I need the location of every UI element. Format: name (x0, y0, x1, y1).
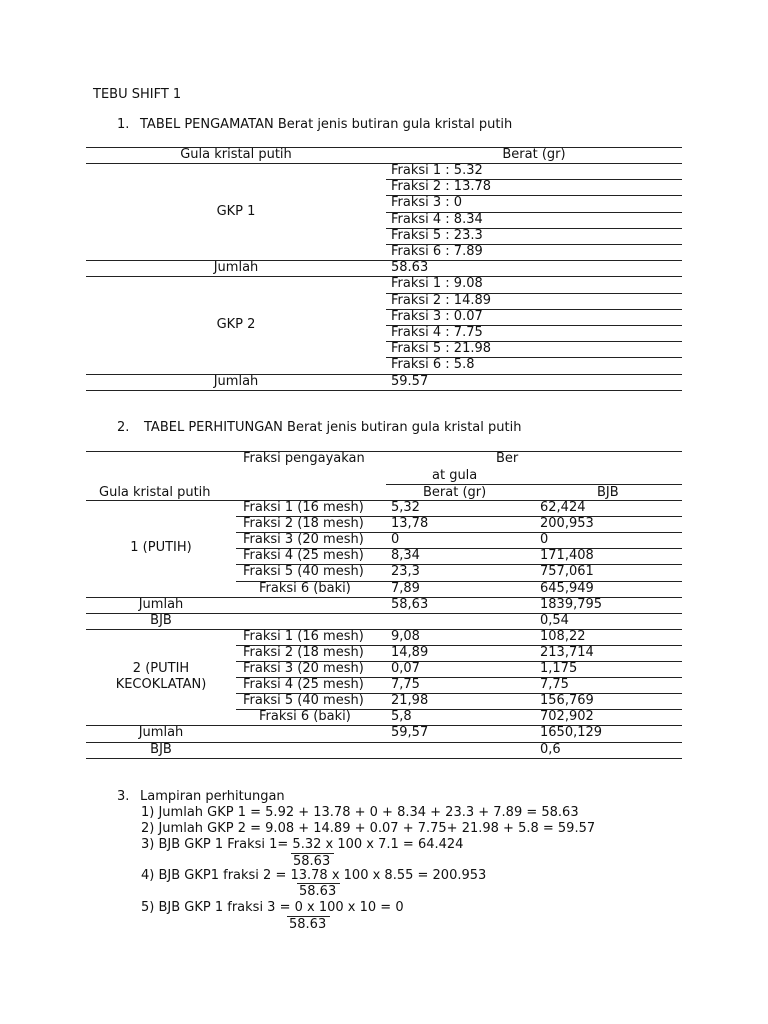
fraksi-cell: Fraksi 3 (20 mesh) (243, 532, 364, 548)
bjb-cell: 0 (540, 532, 549, 548)
fraction-cell: Fraksi 2 : 14.89 (391, 292, 492, 308)
header-at-gula: at gula (432, 468, 478, 483)
header-fraksi: Fraksi pengayakan (243, 451, 365, 466)
bjb-cell: 757,061 (540, 564, 594, 580)
fraksi-cell: Fraksi 2 (18 mesh) (243, 644, 364, 660)
header-ber: Ber (496, 451, 519, 466)
header-bjb: BJB (597, 485, 619, 500)
table-rule (86, 629, 682, 630)
berat-cell: 0 (391, 532, 400, 548)
table-rule (86, 451, 682, 452)
bjb-cell: 213,714 (540, 644, 594, 660)
bjb-cell: 200,953 (540, 516, 594, 532)
berat-cell: 7,75 (391, 677, 420, 693)
berat-cell: 14,89 (391, 644, 429, 660)
berat-cell: 13,78 (391, 516, 429, 532)
fraction-cell: Fraksi 6 : 5.8 (391, 357, 475, 373)
berat-cell: 7,89 (391, 580, 420, 596)
calculation-line: 5) BJB GKP 1 fraksi 3 = 0 x 100 x 10 = 0 (141, 900, 404, 915)
document-title: TEBU SHIFT 1 (93, 87, 182, 102)
fraksi-cell: Fraksi 1 (16 mesh) (243, 500, 364, 515)
total-value: 58.63 (391, 260, 429, 276)
jumlah-bjb: 1839,795 (540, 596, 603, 612)
fraction-denominator: 58.63 (291, 853, 334, 870)
table-rule (86, 163, 682, 164)
berat-cell: 0,07 (391, 661, 420, 676)
fraksi-cell: Fraksi 5 (40 mesh) (243, 693, 364, 709)
fraction-cell: Fraksi 5 : 21.98 (391, 341, 492, 357)
bjb-value: 0,54 (540, 612, 569, 628)
fraction-cell: Fraksi 3 : 0.07 (391, 308, 483, 324)
group-label: KECOKLATAN) (115, 677, 207, 693)
bjb-cell: 1,175 (540, 661, 578, 676)
table-rule (86, 390, 682, 391)
fraction-cell: Fraksi 3 : 0 (391, 195, 463, 211)
bjb-cell: 171,408 (540, 548, 594, 564)
total-label: Jumlah (213, 260, 259, 276)
col-header-berat: Berat (gr) (502, 147, 566, 162)
bjb-cell: 62,424 (540, 500, 586, 515)
header-berat: Berat (gr) (423, 485, 487, 500)
jumlah-label: Jumlah (138, 725, 184, 741)
table-rule (86, 276, 682, 277)
fraction-cell: Fraksi 4 : 7.75 (391, 325, 483, 340)
bjb-cell: 108,22 (540, 628, 586, 644)
total-value: 59.57 (391, 373, 429, 389)
jumlah-bjb: 1650,129 (540, 725, 603, 741)
fraction-cell: Fraksi 5 : 23.3 (391, 227, 483, 243)
bjb-cell: 702,902 (540, 709, 594, 725)
calculation-line: 3) BJB GKP 1 Fraksi 1= 5.32 x 100 x 7.1 = 64.424 (141, 837, 464, 852)
berat-cell: 5,8 (391, 709, 412, 725)
berat-cell: 23,3 (391, 564, 420, 580)
fraksi-cell: Fraksi 6 (baki) (259, 580, 351, 596)
fraction-cell: Fraksi 6 : 7.89 (391, 244, 483, 259)
section1-number: 1. (117, 117, 130, 132)
group-label: 1 (PUTIH) (130, 540, 192, 556)
calculation-line: 1) Jumlah GKP 1 = 5.92 + 13.78 + 0 + 8.34 + 23.3 + 7.89 = 58.63 (141, 805, 579, 820)
fraksi-cell: Fraksi 4 (25 mesh) (243, 548, 364, 564)
header-gula: Gula kristal putih (99, 485, 211, 500)
table-rule (86, 758, 682, 759)
group-label: GKP 1 (216, 203, 256, 219)
group-label: 2 (PUTIH (132, 661, 190, 677)
fraksi-cell: Fraksi 3 (20 mesh) (243, 661, 364, 676)
section3-number: 3. (117, 789, 130, 804)
bjb-label: BJB (150, 612, 172, 628)
col-header-gula: Gula kristal putih (180, 147, 292, 162)
bjb-value: 0,6 (540, 741, 561, 757)
fraksi-cell: Fraksi 6 (baki) (259, 709, 351, 725)
jumlah-berat: 59,57 (391, 725, 429, 741)
fraction-denominator: 58.63 (287, 916, 330, 933)
group-label: GKP 2 (216, 317, 256, 332)
fraction-cell: Fraksi 1 : 9.08 (391, 276, 483, 292)
jumlah-label: Jumlah (138, 596, 184, 612)
section2-heading: TABEL PERHITUNGAN Berat jenis butiran gula kristal putih (144, 420, 522, 435)
fraksi-cell: Fraksi 2 (18 mesh) (243, 516, 364, 532)
fraksi-cell: Fraksi 1 (16 mesh) (243, 628, 364, 644)
berat-cell: 9,08 (391, 628, 420, 644)
jumlah-berat: 58,63 (391, 596, 429, 612)
berat-cell: 21,98 (391, 693, 429, 709)
fraction-denominator: 58.63 (297, 883, 340, 900)
calculation-line: 4) BJB GKP1 fraksi 2 = 13.78 x 100 x 8.55 = 200.953 (141, 868, 487, 883)
section2-number: 2. (117, 420, 130, 435)
total-label: Jumlah (213, 373, 259, 389)
berat-cell: 8,34 (391, 548, 420, 564)
section1-heading: TABEL PENGAMATAN Berat jenis butiran gula kristal putih (140, 117, 513, 132)
berat-cell: 5,32 (391, 500, 420, 515)
bjb-label: BJB (150, 741, 172, 757)
fraksi-cell: Fraksi 5 (40 mesh) (243, 564, 364, 580)
fraction-cell: Fraksi 1 : 5.32 (391, 163, 483, 178)
bjb-cell: 645,949 (540, 580, 594, 596)
fraction-cell: Fraksi 4 : 8.34 (391, 211, 483, 227)
calculation-line: 2) Jumlah GKP 2 = 9.08 + 14.89 + 0.07 + 7.75+ 21.98 + 5.8 = 59.57 (141, 821, 596, 836)
fraksi-cell: Fraksi 4 (25 mesh) (243, 677, 364, 693)
bjb-cell: 156,769 (540, 693, 594, 709)
bjb-cell: 7,75 (540, 677, 569, 693)
section3-heading: Lampiran perhitungan (140, 789, 285, 804)
fraction-cell: Fraksi 2 : 13.78 (391, 179, 492, 195)
